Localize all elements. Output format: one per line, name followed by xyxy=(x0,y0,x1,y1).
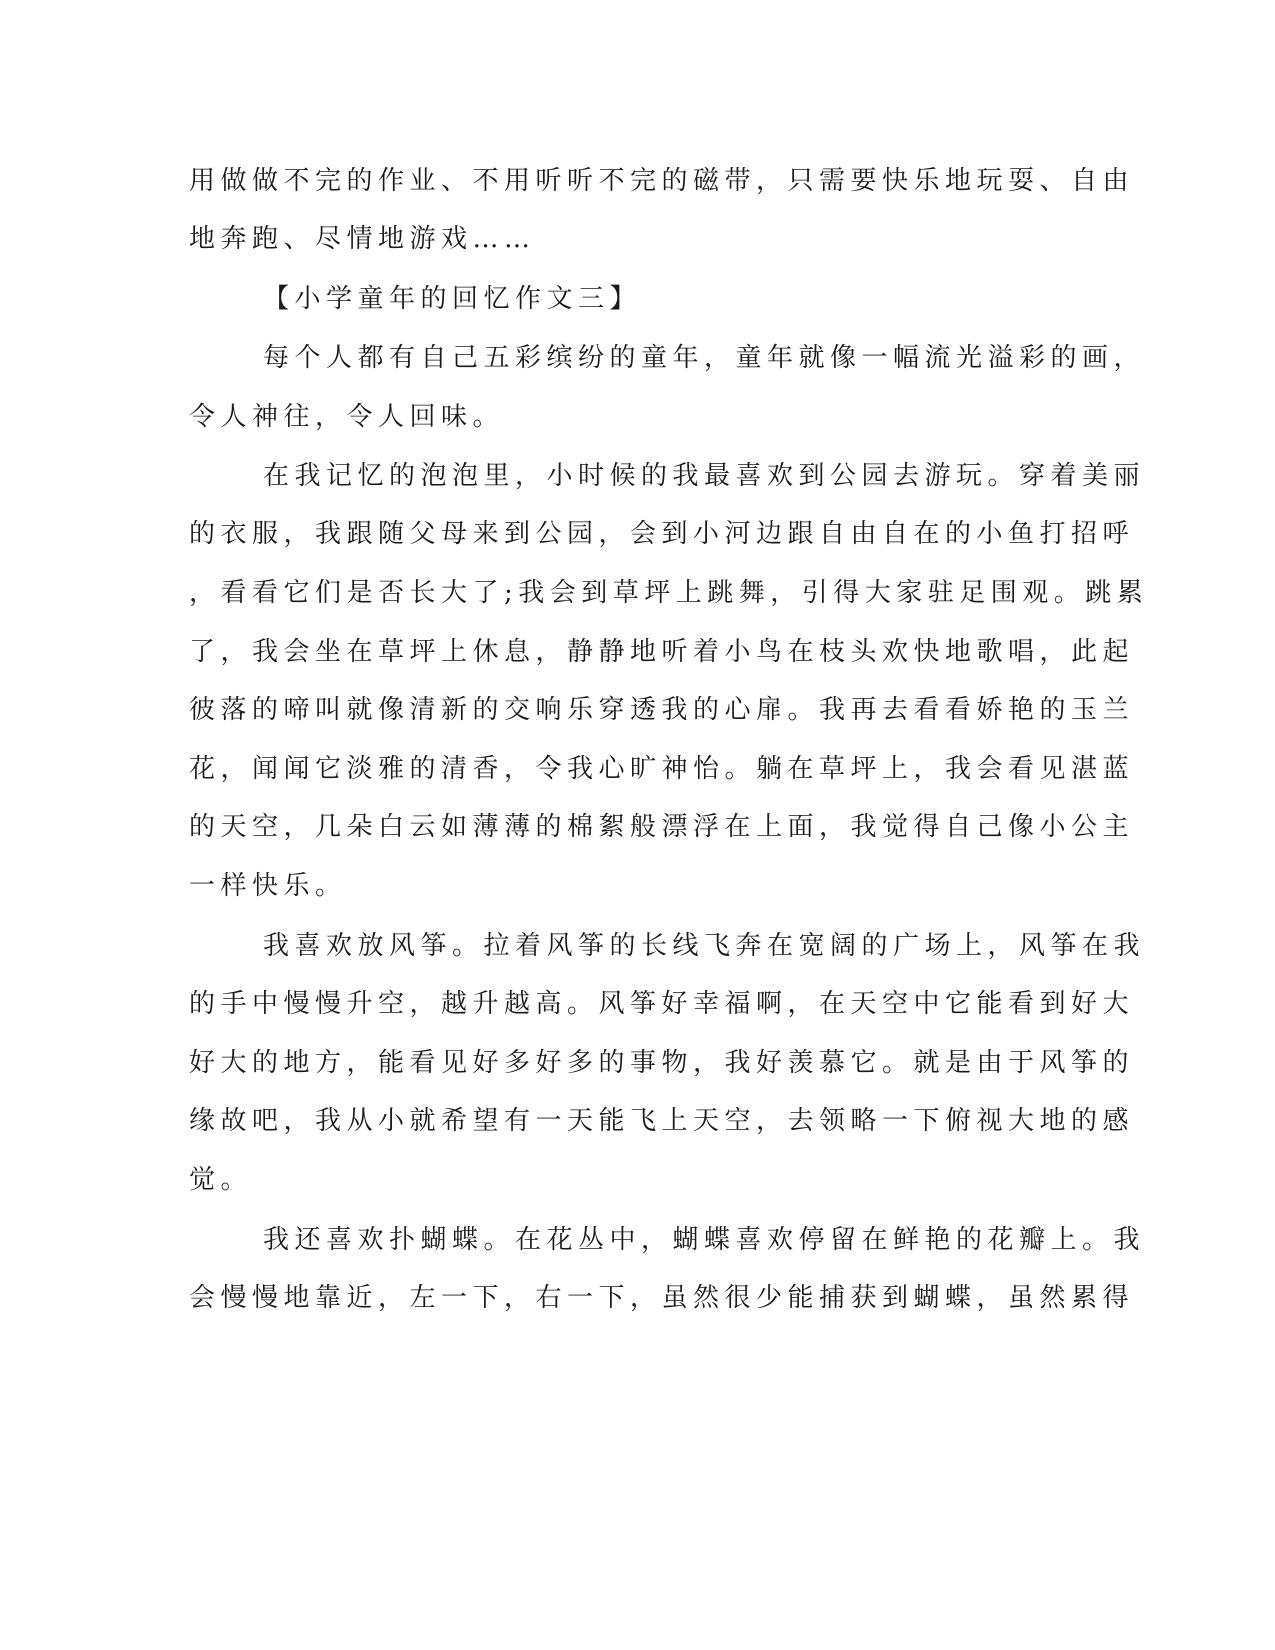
section-heading: 【小学童年的回忆作文三】 xyxy=(263,284,642,314)
text-line: 的手中慢慢升空，越升越高。风筝好幸福啊，在天空中它能看到好大 xyxy=(189,989,1135,1019)
text-line: 令人神往，令人回味。 xyxy=(189,402,505,432)
text-line: 的衣服，我跟随父母来到公园，会到小河边跟自由自在的小鱼打招呼 xyxy=(189,519,1135,549)
text-line: 彼落的啼叫就像清新的交响乐穿透我的心扉。我再去看看娇艳的玉兰 xyxy=(189,695,1135,725)
text-line: 缘故吧，我从小就希望有一天能飞上天空，去领略一下俯视大地的感 xyxy=(189,1106,1135,1136)
text-line: 地奔跑、尽情地游戏…… xyxy=(189,224,536,254)
text-line: 了，我会坐在草坪上休息，静静地听着小鸟在枝头欢快地歌唱，此起 xyxy=(189,637,1135,667)
text-line: 我还喜欢扑蝴蝶。在花丛中，蝴蝶喜欢停留在鲜艳的花瓣上。我 xyxy=(263,1225,1146,1255)
text-line: 会慢慢地靠近，左一下，右一下，虽然很少能捕获到蝴蝶，虽然累得 xyxy=(189,1283,1135,1313)
text-line: 在我记忆的泡泡里，小时候的我最喜欢到公园去游玩。穿着美丽 xyxy=(263,461,1146,491)
text-line: 觉。 xyxy=(189,1165,253,1195)
text-line: 一样快乐。 xyxy=(189,871,347,901)
text-line: 花，闻闻它淡雅的清香，令我心旷神怡。躺在草坪上，我会看见湛蓝 xyxy=(189,754,1135,784)
text-line: 每个人都有自己五彩缤纷的童年，童年就像一幅流光溢彩的画， xyxy=(263,343,1146,373)
text-line: 我喜欢放风筝。拉着风筝的长线飞奔在宽阔的广场上，风筝在我 xyxy=(263,931,1146,961)
text-line: 的天空，几朵白云如薄薄的棉絮般漂浮在上面，我觉得自己像小公主 xyxy=(189,812,1135,842)
text-line: 用做做不完的作业、不用听听不完的磁带，只需要快乐地玩耍、自由 xyxy=(189,166,1135,196)
text-line: 好大的地方，能看见好多好多的事物，我好羡慕它。就是由于风筝的 xyxy=(189,1048,1135,1078)
text-line: ，看看它们是否长大了;我会到草坪上跳舞，引得大家驻足围观。跳累 xyxy=(189,578,1149,608)
